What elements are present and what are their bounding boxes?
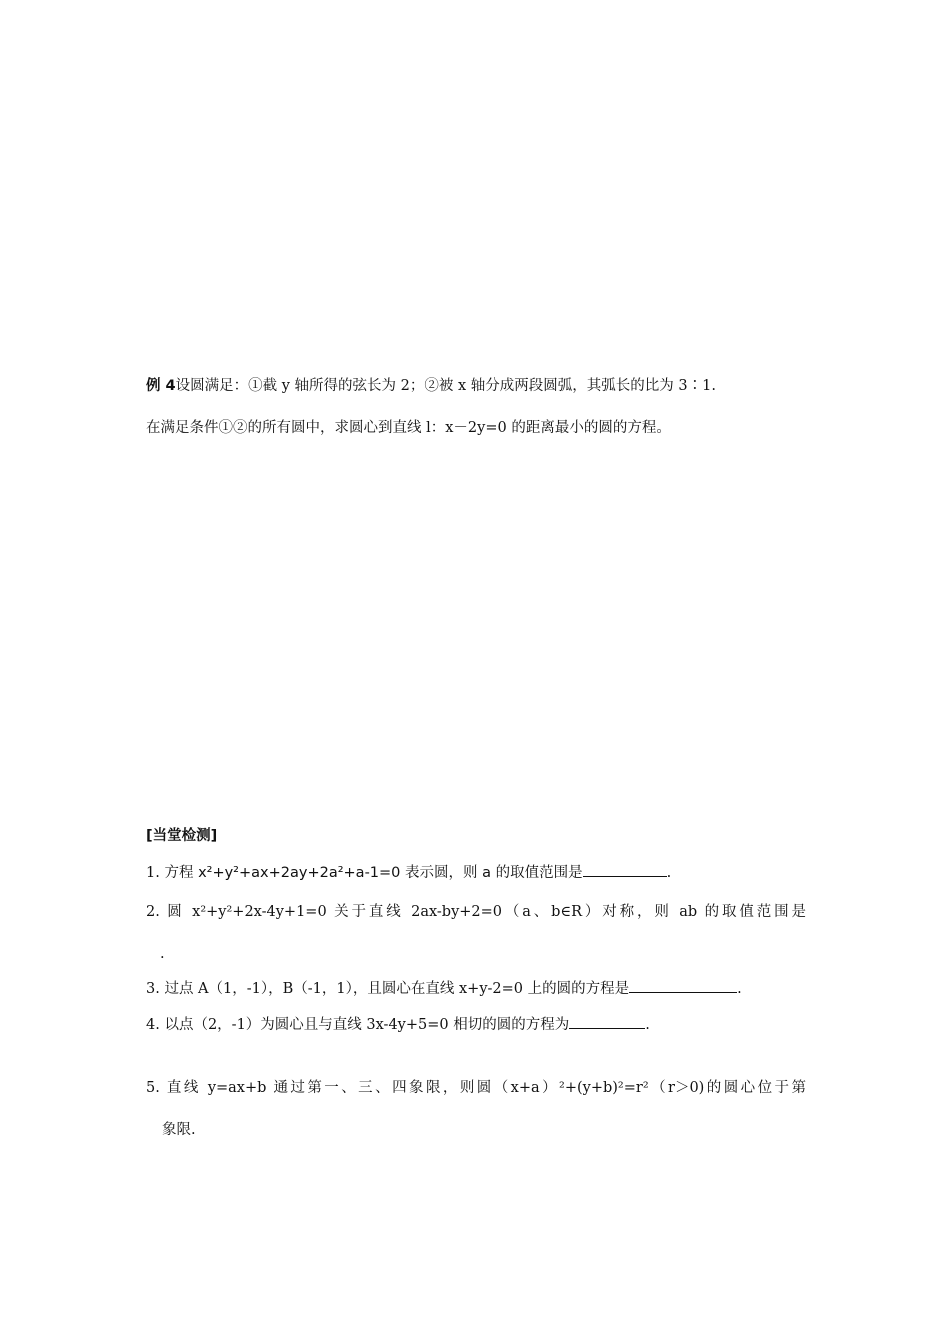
question-4	[146, 1014, 650, 1035]
question-1	[146, 862, 671, 883]
q1-answer-blank[interactable]	[583, 862, 667, 877]
q3-text: 3. 过点 A（1，-1），B（-1，1），且圆心在直线 x+y-2=0 上的圆的方程是	[146, 981, 630, 997]
example-text-1: 设圆满足：①截 y 轴所得的弦长为 2；②被 x 轴分成两段圆弧，其弧长的比为 3∶1.	[175, 378, 716, 394]
example-label: 例 4	[146, 378, 176, 394]
question-5-line-1: 5. 直线 y=ax+b 通过第一、三、四象限，则圆（x+a）²+(y+b)²=r²（r＞0)的圆心位于第	[146, 1080, 806, 1096]
question-2-line-2: .	[160, 946, 165, 962]
q3-answer-blank[interactable]	[629, 978, 737, 993]
q1-var: a	[482, 865, 492, 881]
q4-answer-blank[interactable]	[569, 1014, 645, 1029]
q1-prefix: 1. 方程	[146, 865, 199, 881]
example-4-line-1	[146, 376, 716, 396]
question-3	[146, 978, 742, 999]
q1-end: .	[666, 865, 672, 881]
question-2-line-1: 2. 圆 x²+y²+2x-4y+1=0 关于直线 2ax-by+2=0（a、b∈R）对称，则 ab 的取值范围是	[146, 904, 806, 920]
q1-middle: 表示圆，则	[400, 865, 483, 881]
q4-end: .	[645, 1017, 650, 1033]
section-title: [当堂检测]	[146, 828, 218, 844]
q1-equation: x²+y²+ax+2ay+2a²+a-1=0	[198, 865, 401, 881]
q3-end: .	[737, 981, 742, 997]
example-4-line-2: 在满足条件①②的所有圆中，求圆心到直线 l：x－2y=0 的距离最小的圆的方程。	[146, 420, 671, 436]
q4-text: 4. 以点（2，-1）为圆心且与直线 3x-4y+5=0 相切的圆的方程为	[146, 1017, 570, 1033]
q1-suffix: 的取值范围是	[491, 865, 583, 881]
question-5-line-2: 象限.	[162, 1122, 196, 1138]
